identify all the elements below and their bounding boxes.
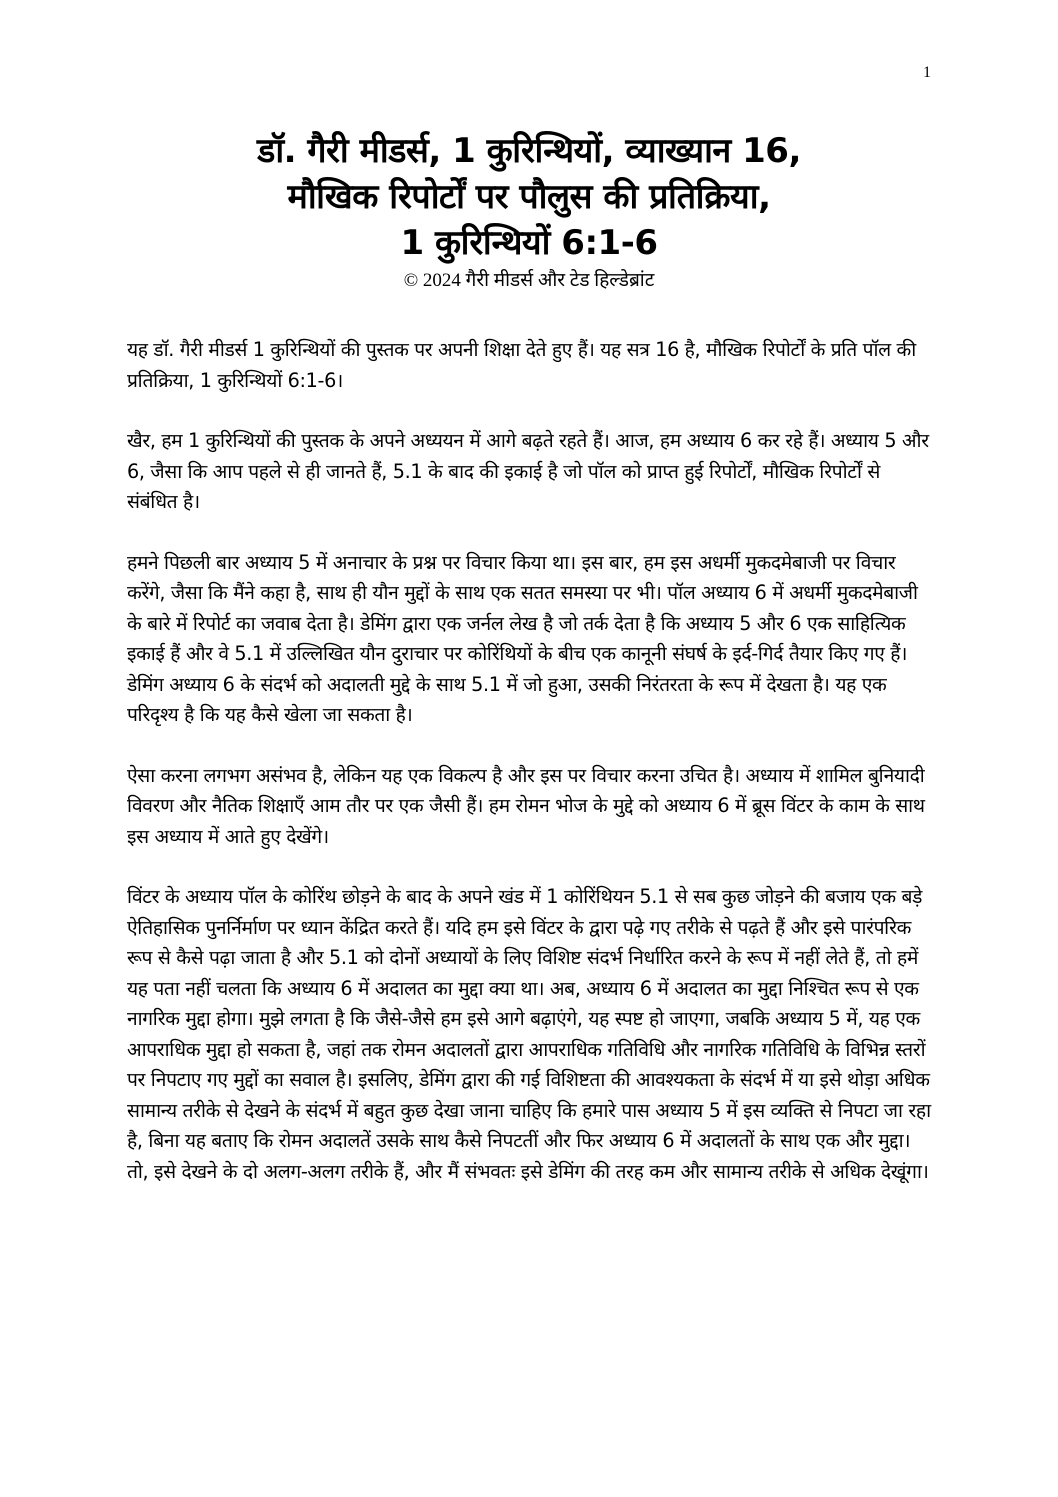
document-title bbox=[128, 128, 930, 266]
title-block bbox=[128, 128, 930, 294]
paragraph-1: यह डॉ. गैरी मीडर्स 1 कुरिन्थियों की पुस्तक पर अपनी शिक्षा देते हुए हैं। यह सत्र 16 है, मौखिक रिपोर्टों के प्रति पॉल की प्रतिक्रिया, 1 कुरिन्थियों 6:1-6। bbox=[127, 338, 916, 392]
paragraph-4: ऐसा करना लगभग असंभव है, लेकिन यह एक विकल्प है और इस पर विचार करना उचित है। अध्याय में शामिल बुनियादी विवरण और नैतिक शिक्षाएँ आम तौर पर एक जैसी हैं। हम रोमन भोज के मुद्दे को अध्याय 6 में ब्रूस विंटर के काम के साथ इस अध्याय में आते हुए देखेंगे। bbox=[127, 763, 925, 848]
title-line-2: मौखिक रिपोर्टों पर पौलुस की प्रतिक्रिया, bbox=[287, 177, 771, 217]
paragraph-2: खैर, हम 1 कुरिन्थियों की पुस्तक के अपने अध्ययन में आगे बढ़ते रहते हैं। आज, हम अध्याय 6 कर रहे हैं। अध्याय 5 और 6, जैसा कि आप पहले से ही जानते हैं, 5.1 के बाद की इकाई है जो पॉल को प्राप्त हुई रिपोर्टों, मौखिक रिपोर्टों से संबंधित है। bbox=[127, 429, 929, 513]
copyright-notice: © 2024 गैरी मीडर्स और टेड हिल्डेब्रांट bbox=[403, 270, 655, 291]
document-body bbox=[127, 335, 933, 1217]
paragraph-5: विंटर के अध्याय पॉल के कोरिंथ छोड़ने के बाद के अपने खंड में 1 कोरिंथियन 5.1 से सब कुछ जोड़ने की बजाय एक बड़े ऐतिहासिक पुनर्निर्माण पर ध्यान केंद्रित करते हैं। यदि हम इसे विंटर के द्वारा पढ़े गए तरीके से पढ़ते हैं और इसे पारंपरिक रूप से कैसे पढ़ा जाता है और 5.1 को दोनों अध्यायों के लिए विशिष्ट संदर्भ निर्धारित करने के रूप में नहीं लेते हैं, तो हमें यह पता नहीं चलता कि अध्याय 6 में अदालत का मुद्दा क्या था। अब, अध्याय 6 में अदालत का मुद्दा निश्चित रूप से एक नागरिक मुद्दा होगा। मुझे लगता है कि जैसे-जैसे हम इसे आगे बढ़ाएंगे, यह स्पष्ट हो जाएगा, जबकि अध्याय 5 में, यह एक आपराधिक मुद्दा हो सकता है, जहां तक रोमन अदालतों द्वारा आपराधिक गतिविधि और नागरिक गतिविधि के विभिन्न स्तरों पर निपटाए गए मुद्दों का सवाल है। इसलिए, डेमिंग द्वारा की गई विशिष्टता की आवश्यकता के संदर्भ में या इसे थोड़ा अधिक सामान्य तरीके से देखने के संदर्भ में बहुत कुछ देखा जाना चाहिए कि हमारे पास अध्याय 5 में इस व्यक्ति से निपटा जा रहा है, बिना यह बताए कि रोमन अदालतें उसके साथ कैसे निपटतीं और फिर अध्याय 6 में अदालतों के साथ एक और मुद्दा। तो, इसे देखने के दो अलग-अलग तरीके हैं, और मैं संभवतः इसे डेमिंग की तरह कम और सामान्य तरीके से अधिक देखूंगा। bbox=[127, 885, 931, 1183]
title-line-3: 1 कुरिन्थियों 6:1-6 bbox=[400, 223, 658, 263]
paragraph-3: हमने पिछली बार अध्याय 5 में अनाचार के प्रश्न पर विचार किया था। इस बार, हम इस अधर्मी मुकदमेबाजी पर विचार करेंगे, जैसा कि मैंने कहा है, साथ ही यौन मुद्दों के साथ एक सतत समस्या पर भी। पॉल अध्याय 6 में अधर्मी मुकदमेबाजी के बारे में रिपोर्ट का जवाब देता है। डेमिंग द्वारा एक जर्नल लेख है जो तर्क देता है कि अध्याय 5 और 6 एक साहित्यिक इकाई हैं और वे 5.1 में उल्लिखित यौन दुराचार पर कोरिंथियों के बीच एक कानूनी संघर्ष के इर्द-गिर्द तैयार किए गए हैं। डेमिंग अध्याय 6 के संदर्भ को अदालती मुद्दे के साथ 5.1 में जो हुआ, उसकी निरंतरता के रूप में देखता है। यह एक परिदृश्य है कि यह कैसे खेला जा सकता है। bbox=[127, 550, 918, 726]
page-number: 1 bbox=[923, 64, 931, 81]
title-line-1: डॉ. गैरी मीडर्स, 1 कुरिन्थियों, व्याख्यान 16, bbox=[257, 131, 801, 171]
